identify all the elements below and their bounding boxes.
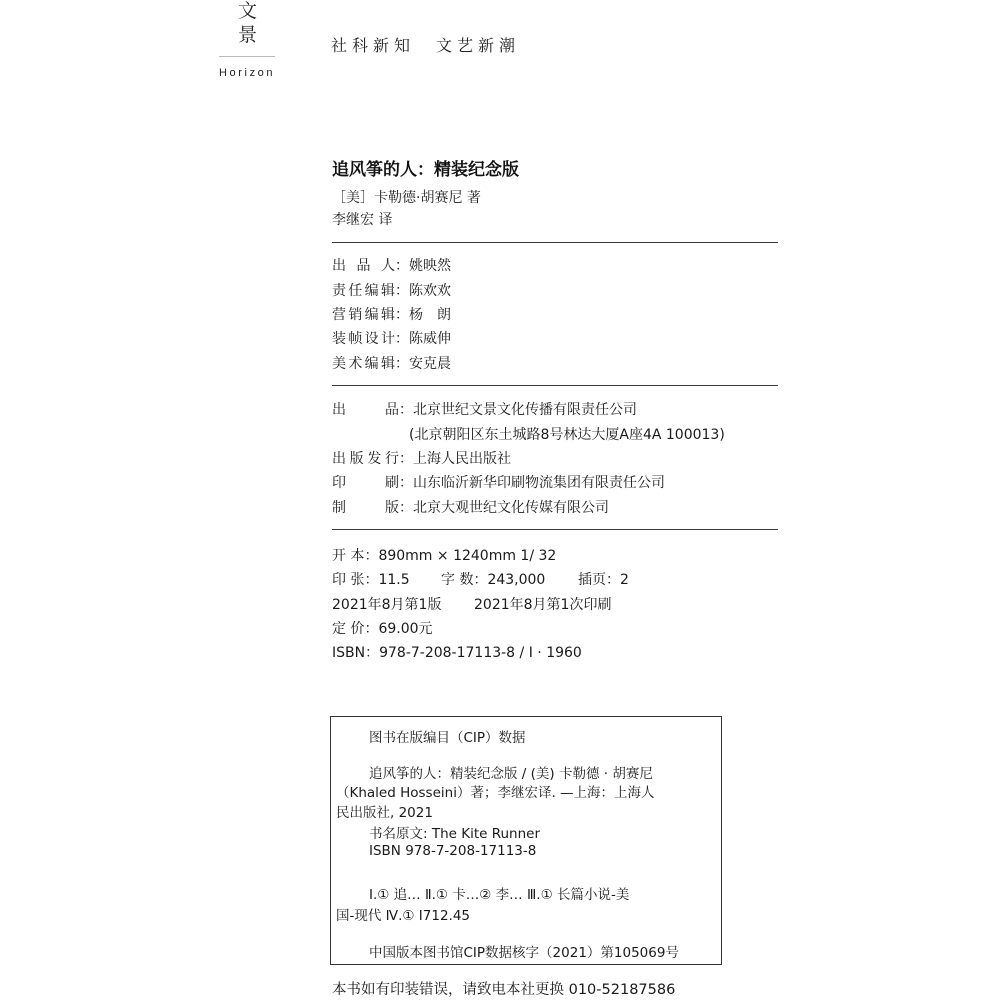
staff-sep: ： — [395, 258, 409, 274]
staff-label: 装帧设计 — [332, 331, 395, 347]
book-title: 追风筝的人：精装纪念版 — [332, 160, 519, 180]
pub-value: ：北京世纪文景文化传播有限责任公司 — [399, 402, 637, 418]
spec-words: 字 数：243,000 — [441, 572, 546, 588]
divider-3 — [332, 529, 778, 530]
logo-char-jing: 景 — [238, 24, 258, 46]
staff-label: 美术编辑 — [332, 356, 395, 372]
staff-label: 责任编辑 — [332, 283, 395, 299]
pub-label: 出版发行 — [332, 451, 399, 467]
cip-line-2: （Khaled Hosseini）著；李继宏译. —上海：上海人 — [336, 785, 655, 801]
pub-value: ：北京大观世纪文化传媒有限公司 — [399, 500, 609, 516]
staff-marketing — [332, 304, 451, 324]
staff-label: 出品人 — [332, 258, 395, 274]
staff-value: 姚映然 — [409, 258, 451, 274]
spec-price: 定 价：69.00元 — [332, 621, 433, 637]
pub-value: ：山东临沂新华印刷物流集团有限责任公司 — [399, 475, 665, 491]
cip-class-2: 国-现代 Ⅳ.① I712.45 — [336, 908, 471, 924]
divider-2 — [332, 385, 778, 386]
staff-design — [332, 328, 451, 348]
staff-value: 陈威伸 — [409, 331, 451, 347]
pub-printer — [332, 472, 665, 492]
spec-edition: 2021年8月第1版 — [332, 597, 442, 613]
cip-original-title: 书名原文: The Kite Runner — [369, 826, 541, 842]
staff-value: 杨 朗 — [409, 307, 451, 323]
spec-printing: 2021年8月第1次印刷 — [474, 597, 612, 613]
staff-producer — [332, 255, 451, 275]
cip-line-3: 民出版社, 2021 — [336, 805, 433, 821]
staff-sep: ： — [395, 356, 409, 372]
pub-label: 印刷 — [332, 475, 399, 491]
logo-divider — [219, 56, 275, 57]
staff-editor — [332, 280, 451, 300]
pub-label: 制版 — [332, 500, 399, 516]
spec-sheets: 印 张：11.5 — [332, 572, 410, 588]
pub-label: 出品 — [332, 402, 399, 418]
staff-value: 陈欢欢 — [409, 283, 451, 299]
cip-class-1: Ⅰ.① 追… Ⅱ.① 卡…② 李… Ⅲ.① 长篇小说-美 — [369, 887, 630, 903]
pub-address: (北京朝阳区东土城路8号林达大厦A座4A 100013) — [409, 427, 725, 443]
spec-isbn: ISBN：978-7-208-17113-8 / I · 1960 — [332, 645, 582, 661]
spec-format: 开 本：890mm × 1240mm 1/ 32 — [332, 548, 557, 564]
staff-value: 安克晨 — [409, 356, 451, 372]
book-translator: 李继宏 译 — [332, 212, 393, 228]
staff-art — [332, 353, 451, 373]
pub-typesetter — [332, 497, 609, 517]
logo-english: Horizon — [219, 67, 276, 79]
pub-producer — [332, 399, 637, 419]
book-author: ［美］卡勒德·胡赛尼 著 — [332, 190, 481, 206]
staff-sep: ： — [395, 283, 409, 299]
cip-heading: 图书在版编目（CIP）数据 — [369, 730, 526, 746]
cip-isbn: ISBN 978-7-208-17113-8 — [369, 843, 537, 859]
cip-line-1: 追风筝的人：精装纪念版 / (美) 卡勒德 · 胡赛尼 — [369, 766, 653, 782]
pub-publisher — [332, 448, 511, 468]
pub-value: ：上海人民出版社 — [399, 451, 511, 467]
staff-sep: ： — [395, 331, 409, 347]
misprint-notice: 本书如有印装错误，请致电本社更换 010-52187586 — [332, 982, 676, 998]
spec-inserts: 插页：2 — [578, 572, 629, 588]
staff-sep: ： — [395, 307, 409, 323]
staff-label: 营销编辑 — [332, 307, 395, 323]
publisher-slogan: 社科新知 文艺新潮 — [331, 36, 521, 55]
cip-record-number: 中国版本图书馆CIP数据核字（2021）第105069号 — [369, 945, 679, 961]
divider-1 — [332, 242, 778, 243]
logo-char-wen: 文 — [238, 0, 258, 22]
